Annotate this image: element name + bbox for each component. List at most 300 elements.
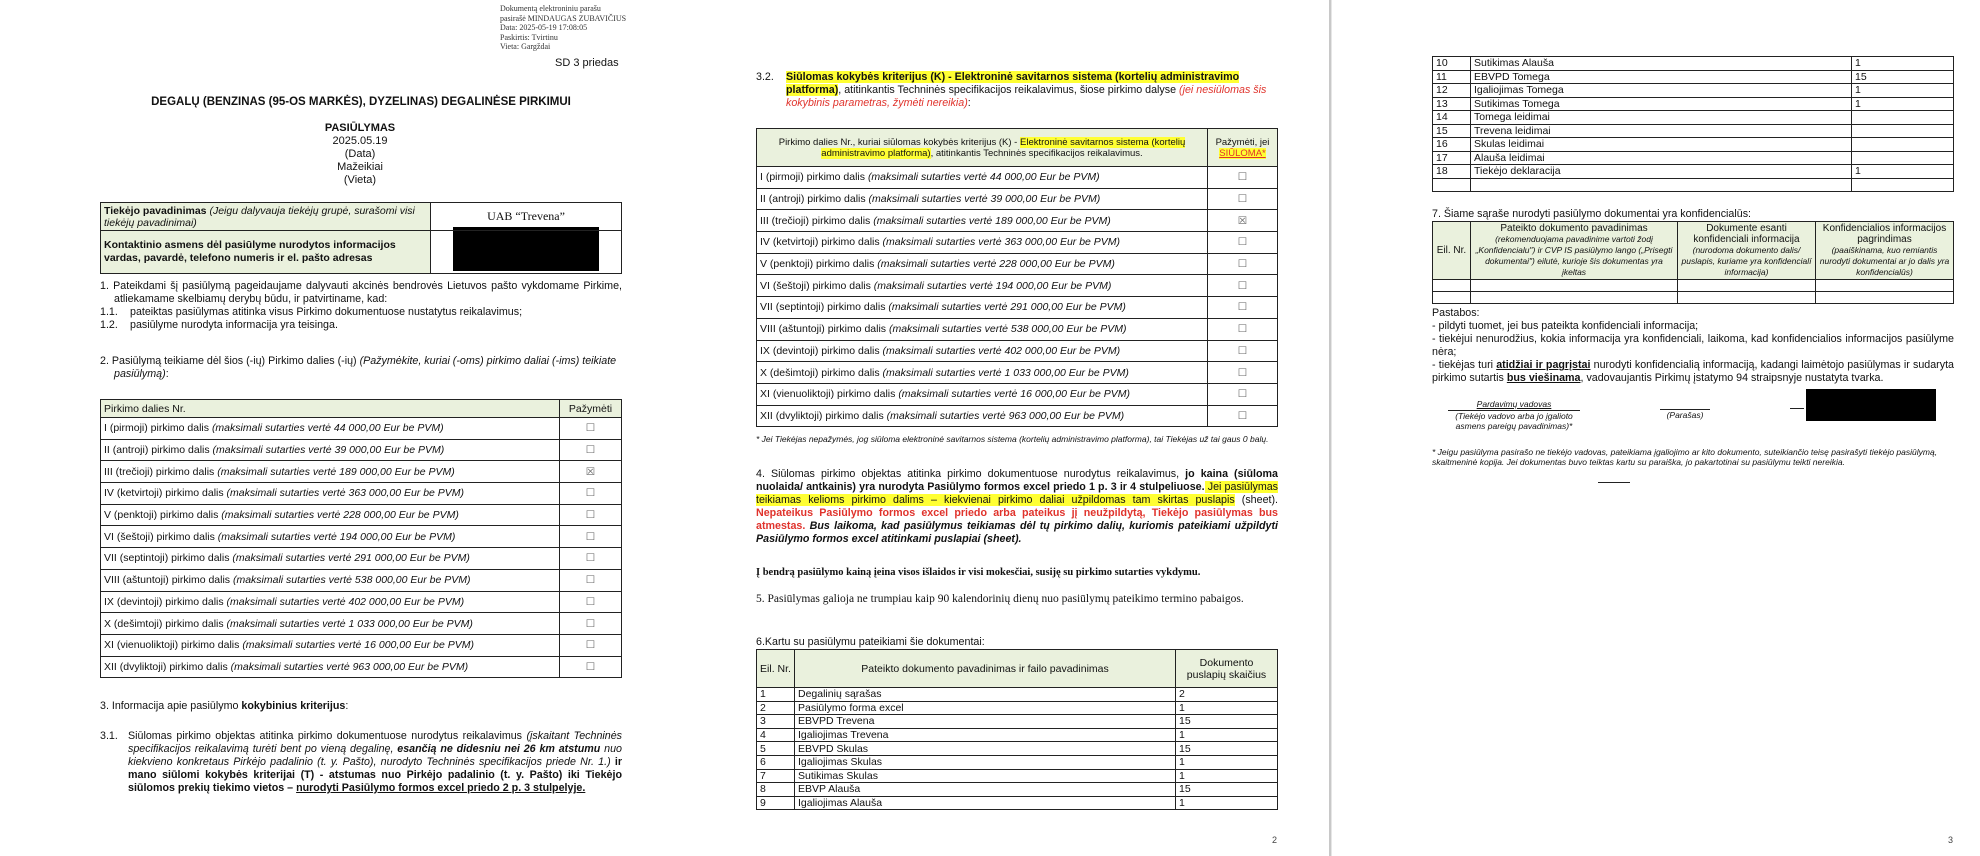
lot-name: VII (septintoji) pirkimo dalis <box>760 301 886 314</box>
lot-note: (maksimali sutarties vertė 39 000,00 Eur be PVM) <box>868 193 1101 206</box>
doc-pages: 2 <box>1176 688 1278 702</box>
lot-label <box>101 613 560 635</box>
text-run-italic: (įskaitant Techninės specifikacijos reikalavimą turėti bent po vieną degalinę, <box>128 730 623 755</box>
doc-number: 15 <box>1433 124 1471 138</box>
lot-checkbox[interactable]: ☐ <box>1208 253 1278 275</box>
lot-row <box>757 232 1278 254</box>
doc-name: Tiekėjo deklaracija <box>1471 165 1852 179</box>
section-4 <box>756 468 1278 546</box>
signature-label: (Parašas) <box>1660 409 1710 420</box>
redacted-signature <box>1806 389 1936 421</box>
highlighted-text: Jei pasiūlymas teikiamas kelioms pirkimo dalims – kiekvienai pirkimo daliai užpildomas tam skirtas puslapis <box>756 481 1279 506</box>
document-row <box>757 755 1278 769</box>
text-run: : <box>967 97 971 109</box>
lot-row <box>101 504 622 526</box>
doc-number: 7 <box>757 769 795 783</box>
text-run-bold-italic: Bus laikoma, kad pasiūlymus teikiamas dėl tų pirkimo dalių, kuriomis pateikiami užpildyti Pasiūlymo formos excel atitinkami puslapiai (sheet). <box>756 520 1278 545</box>
doc-pages <box>1852 151 1954 165</box>
signatory-role: Pardavimų vadovas <box>1476 399 1552 409</box>
lot-label <box>101 439 560 461</box>
conf-col-title: Dokumente esanti konfidenciali informacija <box>1693 223 1800 245</box>
lot-row <box>101 483 622 505</box>
lots-col-header: Pažymėti <box>560 400 622 418</box>
lot-row <box>101 591 622 613</box>
doc-pages: 1 <box>1176 728 1278 742</box>
doc-number: 1 <box>757 688 795 702</box>
lot-name: IX (devintoji) pirkimo dalis <box>104 595 224 608</box>
lot-row <box>757 405 1278 427</box>
doc-col-header: Pateikto dokumento pavadinimas ir failo pavadinimas <box>795 650 1176 688</box>
lot-name: X (dešimtoji) pirkimo dalis <box>760 366 880 379</box>
text-run: nurodyti konfidencialią informaciją, kadangi laimėtojo pasiūlymas ir sudaryta pirkimo sutartis <box>1432 359 1954 384</box>
doc-name: Skulas leidimai <box>1471 138 1852 152</box>
lot-row <box>757 253 1278 275</box>
doc-name: EBVPD Tomega <box>1471 70 1852 84</box>
price-note: Į bendrą pasiūlymo kainą įeina visos išlaidos ir visi mokesčiai, susiję su pirkimo sutarties vykdymu. <box>756 567 1201 578</box>
document-row <box>1433 111 1954 125</box>
doc-pages: 1 <box>1176 701 1278 715</box>
lot-label <box>757 167 1208 189</box>
criterion-col-header <box>757 129 1208 167</box>
lot-label <box>101 526 560 548</box>
lot-name: VI (šeštoji) pirkimo dalis <box>760 279 871 292</box>
supplier-label-note: (Jeigu dalyvauja tiekėjų grupė, surašomi visi tiekėjų pavadinimai) <box>104 204 415 229</box>
document-row <box>757 715 1278 729</box>
lot-note: (maksimali sutarties vertė 16 000,00 Eur be PVM) <box>242 639 474 652</box>
document-row <box>757 701 1278 715</box>
lot-name: V (penktoji) pirkimo dalis <box>760 258 875 271</box>
lot-row <box>757 362 1278 384</box>
doc-number: 5 <box>757 742 795 756</box>
offer-place: Mažeikiai <box>337 161 383 173</box>
lot-note: (maksimali sutarties vertė 228 000,00 Eur be PVM) <box>221 509 459 522</box>
lot-checkbox[interactable]: ☐ <box>560 504 622 526</box>
doc-pages <box>1852 178 1954 192</box>
lots-body <box>101 418 622 678</box>
lot-row <box>101 656 622 678</box>
section-3-2-text <box>786 71 1278 110</box>
lot-note: (maksimali sutarties vertė 402 000,00 Eur be PVM) <box>882 344 1121 357</box>
text-run: Pirkimo dalies Nr., kuriai siūlomas kokybės kriterijus (K) - <box>778 136 1020 148</box>
lot-name: III (trečioji) pirkimo dalis <box>760 214 871 227</box>
doc-pages: 1 <box>1852 57 1954 71</box>
lot-row <box>757 383 1278 405</box>
lot-note: (maksimali sutarties vertė 39 000,00 Eur be PVM) <box>212 444 445 457</box>
doc-pages <box>1852 124 1954 138</box>
lot-checkbox[interactable]: ☐ <box>560 439 622 461</box>
document-row <box>757 728 1278 742</box>
doc-name: EBVPD Skulas <box>795 742 1176 756</box>
doc-name <box>1471 178 1852 192</box>
item-number: 1.2. <box>100 319 118 331</box>
documents-table-continued <box>1432 56 1954 192</box>
lot-name: V (penktoji) pirkimo dalis <box>104 509 219 522</box>
page-number: 2 <box>1272 835 1278 845</box>
documents-body-p2 <box>757 688 1278 810</box>
doc-title: DEGALŲ (BENZINAS (95-OS MARKĖS), DYZELINAS) DEGALINĖSE PIRKIMUI <box>151 96 571 108</box>
lot-row <box>101 461 622 483</box>
lot-checkbox[interactable]: ☐ <box>560 483 622 505</box>
doc-number: 12 <box>1433 84 1471 98</box>
lot-name: VII (septintoji) pirkimo dalis <box>104 552 230 565</box>
supplier-name: UAB “Trevena” <box>431 203 622 231</box>
text-run: Pažymėti, jei <box>1215 136 1270 148</box>
doc-name: Degalinių sąrašas <box>795 688 1176 702</box>
doc-name: Trevena leidimai <box>1471 124 1852 138</box>
offer-date: 2025.05.19 <box>332 135 388 147</box>
lot-label <box>101 461 560 483</box>
signatory-role-label: (Tiekėjo vadovo arba jo įgalioto asmens pareigų pavadinimas)* <box>1448 410 1580 431</box>
lot-row <box>757 297 1278 319</box>
conf-col-note: (nurodoma dokumento dalis/ puslapis, kuriame yra konfidencialí informacija) <box>1681 245 1812 277</box>
lot-row <box>101 548 622 570</box>
stamp-line: Data: 2025-05-19 17:08:05 <box>500 23 588 32</box>
doc-number: 16 <box>1433 138 1471 152</box>
lot-row <box>101 439 622 461</box>
name-line <box>1790 408 1804 409</box>
lot-name: X (dešimtoji) pirkimo dalis <box>104 617 224 630</box>
lot-checkbox[interactable]: ☐ <box>1208 318 1278 340</box>
offer-place-label: (Vieta) <box>343 174 377 186</box>
lot-label <box>757 383 1208 405</box>
stamp-line: Vieta: Gargždai <box>500 42 551 51</box>
section-3-heading-text: 3. Informacija apie pasiūlymo <box>100 700 242 712</box>
red-warning: Nepateikus Pasiūlymo formos excel priedo arba pateikus jį neužpildytą, Tiekėjo pasiūlymas bus atmestas. <box>756 507 1278 532</box>
doc-number: 17 <box>1433 151 1471 165</box>
doc-number: 2 <box>757 701 795 715</box>
lot-row <box>757 167 1278 189</box>
footnote-rule <box>1598 482 1630 483</box>
section-2-note: (Pažymėkite, kuriai (-oms) pirkimo daliai (-ims) teikiate pasiūlymą) <box>114 355 617 380</box>
lot-checkbox[interactable]: ☐ <box>560 526 622 548</box>
document-row <box>1433 165 1954 179</box>
confidential-table <box>1432 221 1954 304</box>
text-run-bold-underline: nurodyti Pasiūlymo formos excel priedo 2 p. 3 stulpelyje. <box>296 782 586 794</box>
conf-col-title: Pateikto dokumento pavadinimas <box>1500 223 1648 234</box>
section-3-1 <box>100 730 622 795</box>
lot-name: XII (dvyliktoji) pirkimo dalis <box>104 660 228 673</box>
doc-pages: 15 <box>1176 742 1278 756</box>
doc-name: Igaliojimas Alauša <box>795 796 1176 810</box>
section-5: 5. Pasiūlymas galioja ne trumpiau kaip 90 kalendorinių dienų nuo pasiūlymų pateikimo termino pabaigos. <box>756 593 1244 605</box>
signatory-block <box>1448 399 1580 431</box>
annex-label: SD 3 priedas <box>555 57 619 69</box>
doc-name: Igaliojimas Trevena <box>795 728 1176 742</box>
lot-note: (maksimali sutarties vertė 44 000,00 Eur be PVM) <box>867 171 1100 184</box>
doc-number: 10 <box>1433 57 1471 71</box>
quality-lots-body <box>757 167 1278 427</box>
lot-name: II (antroji) pirkimo dalis <box>760 193 866 206</box>
lot-note: (maksimali sutarties vertė 228 000,00 Eur be PVM) <box>877 258 1115 271</box>
doc-pages: 1 <box>1176 796 1278 810</box>
doc-pages: 1 <box>1176 769 1278 783</box>
doc-name: EBVP Alauša <box>795 783 1176 797</box>
lot-checkbox[interactable]: ☐ <box>1208 362 1278 384</box>
lots-table <box>100 399 622 678</box>
lot-note: (maksimali sutarties vertė 189 000,00 Eur be PVM) <box>873 214 1111 227</box>
lot-label <box>101 418 560 440</box>
lot-name: VIII (aštuntoji) pirkimo dalis <box>104 574 231 587</box>
lot-row <box>757 340 1278 362</box>
note: - pildyti tuomet, jei bus pateikta konfidenciali informacija; <box>1432 320 1699 332</box>
document-row <box>1433 57 1954 71</box>
supplier-label-cell <box>101 203 431 231</box>
document-row <box>757 783 1278 797</box>
page-number: 3 <box>1948 835 1954 845</box>
stamp-line: Paskirtis: Tvirtinu <box>500 32 558 42</box>
conf-col-header: Eil. Nr. <box>1433 222 1471 280</box>
document-row <box>1433 84 1954 98</box>
offer-heading: PASIŪLYMAS <box>324 122 396 134</box>
lot-checkbox[interactable]: ☐ <box>1208 188 1278 210</box>
offer-header <box>260 122 460 187</box>
contact-value-cell <box>431 231 622 274</box>
doc-name: Igaliojimas Skulas <box>795 755 1176 769</box>
lot-row <box>101 526 622 548</box>
page-divider-shadow <box>1331 0 1332 856</box>
lot-name: XII (dvyliktoji) pirkimo dalis <box>760 409 884 422</box>
doc-pages <box>1852 138 1954 152</box>
lot-note: (maksimali sutarties vertė 1 033 000,00 Eur be PVM) <box>226 617 473 630</box>
lot-name: IV (ketvirtoji) pirkimo dalis <box>760 236 880 249</box>
text-run-bold: jo kaina (siūloma nuolaida/ antkainis) yra nurodyta Pasiūlymo formos excel priedo 1 p. 3 ir 4 stulpeliuose. <box>756 468 1278 493</box>
text-run: - tiekėjas turi <box>1432 359 1497 371</box>
doc-name: Tomega leidimai <box>1471 111 1852 125</box>
text-run: 4. Siūlomas pirkimo objektas atitinka pirkimo dokumentuose nurodytus reikalavimus, <box>756 468 1186 480</box>
text-run-italic: nuo kiekvieno konkretaus Pirkėjo padalinio (t. y. Pašto), nurodyto Techninės specifikacijos priede Nr. 1.) <box>128 743 622 768</box>
lot-row <box>757 188 1278 210</box>
lot-checkbox[interactable]: ☐ <box>560 569 622 591</box>
lot-name: III (trečioji) pirkimo dalis <box>104 465 215 478</box>
document-row <box>1433 70 1954 84</box>
stamp-line: pasirašė MINDAUGAS ZUBAVIČIUS <box>500 13 627 23</box>
lot-note: (maksimali sutarties vertė 44 000,00 Eur be PVM) <box>211 422 444 435</box>
lot-note: (maksimali sutarties vertė 16 000,00 Eur be PVM) <box>898 388 1130 401</box>
conf-row <box>1433 292 1954 304</box>
lot-label <box>757 232 1208 254</box>
lot-checkbox[interactable]: ☐ <box>1208 167 1278 189</box>
note: - tiekėjui nenurodžius, kokia informacija yra konfidenciali, laikoma, kad konfidencialios informacijos pasiūlyme nėra; <box>1432 333 1954 358</box>
document-row <box>757 796 1278 810</box>
mark-col-header <box>1208 129 1278 167</box>
conf-col-title: Konfidencialios informacijos pagrindimas <box>1822 223 1947 245</box>
doc-name: Sutikimas Tomega <box>1471 97 1852 111</box>
notes <box>1432 307 1954 385</box>
lot-note: (maksimali sutarties vertė 538 000,00 Eur be PVM) <box>232 574 471 587</box>
item-text: pasiūlyme nurodyta informacija yra teisinga. <box>130 319 338 331</box>
lot-checkbox[interactable]: ☐ <box>560 591 622 613</box>
documents-table <box>756 649 1278 810</box>
lot-label <box>757 188 1208 210</box>
lot-checkbox[interactable]: ☐ <box>1208 232 1278 254</box>
item-number: 1.1. <box>100 306 118 318</box>
lot-name: XI (vienuoliktoji) pirkimo dalis <box>760 388 896 401</box>
lot-label <box>757 297 1208 319</box>
lot-checkbox[interactable]: ☐ <box>1208 275 1278 297</box>
lot-name: IX (devintoji) pirkimo dalis <box>760 344 880 357</box>
lot-checkbox[interactable]: ☐ <box>560 613 622 635</box>
conf-row <box>1433 280 1954 292</box>
lot-row <box>757 210 1278 232</box>
note <box>1432 359 1954 385</box>
document-row <box>1433 138 1954 152</box>
lot-note: (maksimali sutarties vertė 963 000,00 Eur be PVM) <box>886 409 1125 422</box>
lot-note: (maksimali sutarties vertė 291 000,00 Eur be PVM) <box>232 552 470 565</box>
lot-label <box>101 569 560 591</box>
doc-pages: 15 <box>1852 70 1954 84</box>
section-2-text: 2. Pasiūlymą teikiame dėl šios (-ių) Pirkimo dalies (-ių) <box>100 355 357 367</box>
lot-name: XI (vienuoliktoji) pirkimo dalis <box>104 639 240 652</box>
lot-row <box>101 418 622 440</box>
lot-checkbox[interactable]: ☐ <box>1208 383 1278 405</box>
highlighted-text: Elektroninė savitarnos sistema (kortelių administravimo platforma) <box>821 136 1186 159</box>
document-row <box>1433 124 1954 138</box>
lot-label <box>757 275 1208 297</box>
redacted-block <box>453 227 599 271</box>
lot-label <box>101 548 560 570</box>
section-1 <box>100 280 622 332</box>
supplier-label: Tiekėjo pavadinimas <box>104 204 207 217</box>
text-run: Siūlomas pirkimo objektas atitinka pirkimo dokumentuose nurodytus reikalavimus <box>128 730 527 742</box>
lot-note: (maksimali sutarties vertė 1 033 000,00 Eur be PVM) <box>882 366 1129 379</box>
highlighted-red-text: SIŪLOMA* <box>1219 147 1266 159</box>
lot-note: (maksimali sutarties vertė 402 000,00 Eur be PVM) <box>226 595 465 608</box>
lot-checkbox[interactable]: ☐ <box>560 418 622 440</box>
doc-pages: 15 <box>1176 783 1278 797</box>
conf-col-note: (rekomenduojama pavadinime vartoti žodį „Konfidencialu") ir CVP IS pasiūlymo lango („Prisegti dokumentai") eilutė, kurioje šis dokumentas yra įkeltas <box>1475 234 1673 277</box>
doc-name: Sutikimas Alauša <box>1471 57 1852 71</box>
text-run-bold-underline: bus viešinama <box>1506 372 1581 384</box>
section-1-2 <box>100 319 622 332</box>
document-row <box>757 688 1278 702</box>
section-2-end: : <box>165 368 169 380</box>
lot-label <box>757 340 1208 362</box>
doc-pages: 1 <box>1852 97 1954 111</box>
lot-label <box>101 634 560 656</box>
signatory-footnote: * Jeigu pasiūlyma pasirašo ne tiekėjo vadovas, pateikiama įgaliojimo ar kito dokumento, suteikiančio teisę pasirašyti tiekėjo pasiūlymą, skaitmeninė kopija. Jei dokumentas buvo teiktas kartu su paraiška, jo pakartotinai su pasiūlymu teikti nereikia. <box>1432 447 1938 467</box>
text-run: , atitinkantis Techninės specifikacijos reikalavimus. <box>930 147 1143 159</box>
doc-number: 6 <box>757 755 795 769</box>
offer-date-label: (Data) <box>344 148 376 160</box>
section-7: 7. Šiame sąraše nurodyti pasiūlymo dokumentai yra konfidencialūs: <box>1432 208 1752 220</box>
section-6: 6.Kartu su pasiūlymu pateikiami šie dokumentai: <box>756 636 985 648</box>
lot-name: IV (ketvirtoji) pirkimo dalis <box>104 487 224 500</box>
section-3-1-text <box>128 730 622 795</box>
doc-col-header: Dokumento puslapių skaičius <box>1176 650 1278 688</box>
lot-checkbox[interactable]: ☐ <box>1208 405 1278 427</box>
document-row <box>1433 178 1954 192</box>
lot-label <box>101 591 560 613</box>
lot-label <box>101 656 560 678</box>
lot-name: VI (šeštoji) pirkimo dalis <box>104 530 215 543</box>
lot-checkbox[interactable]: ☐ <box>560 548 622 570</box>
red-note: (jei nesiūlomas šis kokybinis parametras, žymėti nereikia) <box>786 84 1267 109</box>
lot-note: (maksimali sutarties vertė 538 000,00 Eur be PVM) <box>888 323 1127 336</box>
doc-number: 8 <box>757 783 795 797</box>
e-signature-stamp <box>500 4 660 52</box>
lot-name: II (antroji) pirkimo dalis <box>104 444 210 457</box>
doc-name: Alauša leidimai <box>1471 151 1852 165</box>
lot-label <box>757 362 1208 384</box>
text-run-bold: ir mano siūlomi kokybės kriterijai (T) - atstumas nuo Pirkėjo padalinio (t. y. Pašto) iki Tiekėjo siūlomos prekių tiekimo vietos – <box>128 756 622 794</box>
lot-label <box>101 504 560 526</box>
lot-row <box>101 569 622 591</box>
document-row <box>757 769 1278 783</box>
doc-number: 4 <box>757 728 795 742</box>
doc-name: EBVPD Trevena <box>795 715 1176 729</box>
lot-checkbox[interactable]: ☐ <box>560 656 622 678</box>
lot-checkbox[interactable]: ☒ <box>560 461 622 483</box>
lot-name: I (pirmoji) pirkimo dalis <box>104 422 210 435</box>
conf-col-header <box>1816 222 1954 280</box>
conf-col-header <box>1678 222 1816 280</box>
section-1-1 <box>100 306 622 319</box>
contact-label: Kontaktinio asmens dėl pasiūlyme nurodytos informacijos vardas, pavardė, telefono numeris ir el. pašto adresas <box>101 231 431 274</box>
doc-name: Igaliojimas Tomega <box>1471 84 1852 98</box>
lot-row <box>101 634 622 656</box>
doc-number: 9 <box>757 796 795 810</box>
lot-row <box>757 275 1278 297</box>
lot-checkbox[interactable]: ☐ <box>1208 297 1278 319</box>
lot-row <box>757 318 1278 340</box>
lot-label <box>757 405 1208 427</box>
lot-note: (maksimali sutarties vertė 363 000,00 Eur be PVM) <box>882 236 1121 249</box>
criterion-footnote: * Jei Tiekėjas nepažymės, jog siūloma elektroninė savitarnos sistema (kortelių administravimo platforma), tai Tiekėjas už tai gaus 0 balų. <box>756 434 1269 444</box>
lot-checkbox[interactable]: ☐ <box>560 634 622 656</box>
doc-pages: 1 <box>1852 84 1954 98</box>
lot-checkbox[interactable]: ☒ <box>1208 210 1278 232</box>
item-number: 3.2. <box>756 71 774 83</box>
section-3-2 <box>756 71 1278 110</box>
section-1-intro: 1. Pateikdami šį pasiūlymą pageidaujame dalyvauti akcinės bendrovės Lietuvos pašto vykdomame Pirkime, atliekamame skelbiamų derybų būdu, ir patvirtiname, kad: <box>100 280 622 305</box>
document-row <box>1433 151 1954 165</box>
section-3-heading <box>100 700 622 713</box>
document-row <box>757 742 1278 756</box>
item-text: pateiktas pasiūlymas atitinka visus Pirkimo dokumentuose nustatytus reikalavimus; <box>130 306 523 318</box>
doc-number: 14 <box>1433 111 1471 125</box>
section-2 <box>100 355 622 381</box>
stamp-line: Dokumentą elektroniniu parašu <box>500 4 601 13</box>
lot-note: (maksimali sutarties vertė 363 000,00 Eur be PVM) <box>226 487 465 500</box>
text-run-bold-italic: esančią ne didesniu nei 26 km atstumu <box>397 743 601 755</box>
lot-note: (maksimali sutarties vertė 963 000,00 Eur be PVM) <box>230 660 469 673</box>
lot-name: VIII (aštuntoji) pirkimo dalis <box>760 323 887 336</box>
doc-number <box>1433 178 1471 192</box>
lot-label <box>757 318 1208 340</box>
doc-pages: 15 <box>1176 715 1278 729</box>
lot-label <box>101 483 560 505</box>
lot-checkbox[interactable]: ☐ <box>1208 340 1278 362</box>
quality-criterion-table <box>756 128 1278 427</box>
text-run: (sheet). <box>1234 494 1279 506</box>
doc-col-header: Eil. Nr. <box>757 650 795 688</box>
section-3-heading-bold: kokybinius kriterijus <box>241 700 346 712</box>
doc-name: Pasiūlymo forma excel <box>795 701 1176 715</box>
lot-label <box>757 253 1208 275</box>
notes-heading: Pastabos: <box>1432 307 1480 319</box>
supplier-table <box>100 202 622 274</box>
document-row <box>1433 97 1954 111</box>
section-3-heading-end: : <box>345 700 349 712</box>
lot-name: I (pirmoji) pirkimo dalis <box>760 171 866 184</box>
doc-name: Sutikimas Skulas <box>795 769 1176 783</box>
doc-pages <box>1852 111 1954 125</box>
doc-pages: 1 <box>1176 755 1278 769</box>
text-run: , vadovaujantis Pirkimų įstatymo 94 straipsnyje nustatyta tvarka. <box>1580 372 1884 384</box>
documents-body-p3 <box>1433 57 1954 192</box>
doc-number: 13 <box>1433 97 1471 111</box>
lot-note: (maksimali sutarties vertė 291 000,00 Eur be PVM) <box>888 301 1126 314</box>
